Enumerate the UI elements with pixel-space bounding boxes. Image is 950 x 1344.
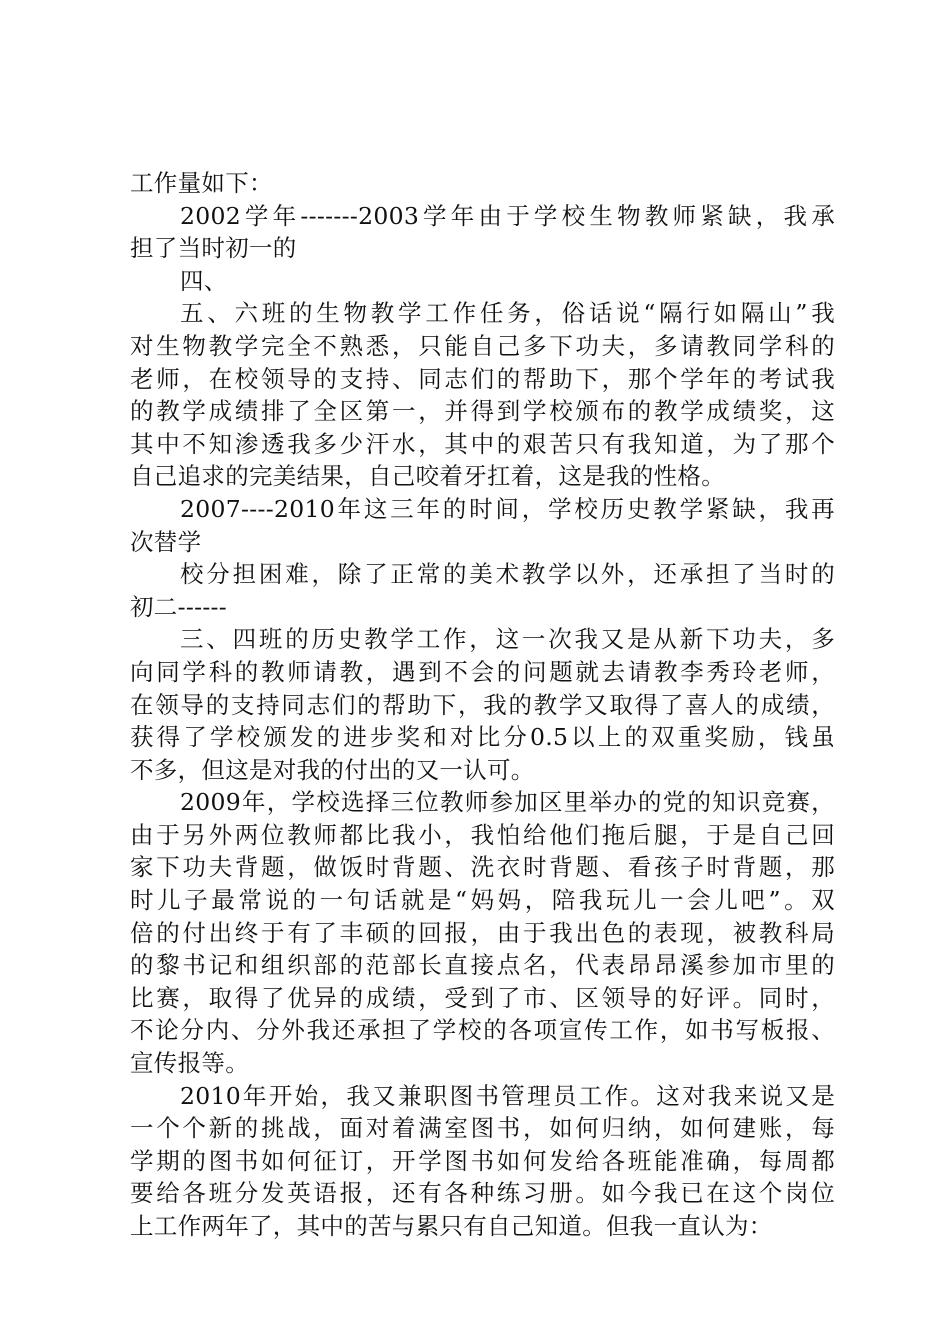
text-line: 上工作两年了，其中的苦与累只有自己知道。但我一直认为： bbox=[130, 1212, 773, 1240]
text-line: 向同学科的教师请教，遇到不会的问题就去请教李秀玲老师， bbox=[130, 657, 835, 686]
text-line: 在领导的支持同志们的帮助下，我的教学又取得了喜人的成绩， bbox=[130, 690, 835, 719]
text-line: 工作量如下： bbox=[130, 169, 273, 197]
text-line: 不论分内、分外我还承担了学校的各项宣传工作，如书写板报、 bbox=[130, 1016, 835, 1045]
text-line: 校分担困难，除了正常的美术教学以外，还承担了当时的 bbox=[180, 560, 835, 589]
text-line: 的教学成绩排了全区第一，并得到学校颁布的教学成绩奖，这 bbox=[130, 397, 835, 426]
text-line: 四、 bbox=[180, 266, 228, 295]
text-line: 担了当时初一的 bbox=[130, 234, 297, 263]
text-line: 要给各班分发英语报，还有各种练习册。如今我已在这个岗位 bbox=[130, 1179, 835, 1208]
text-line: 家下功夫背题，做饭时背题、洗衣时背题、看孩子时背题，那 bbox=[130, 853, 835, 882]
text-line: 2007----2010年这三年的时间，学校历史教学紧缺，我再 bbox=[180, 494, 835, 523]
text-line: 比赛，取得了优异的成绩，受到了市、区领导的好评。同时， bbox=[130, 983, 835, 1012]
text-line: 的黎书记和组织部的范部长直接点名，代表昂昂溪参加市里的 bbox=[130, 951, 835, 980]
text-line: 对生物教学完全不熟悉，只能自己多下功夫，多请教同学科的 bbox=[130, 331, 835, 360]
text-line: 由于另外两位教师都比我小，我怕给他们拖后腿，于是自己回 bbox=[130, 820, 835, 849]
text-line: 2002学年-------2003学年由于学校生物教师紧缺，我承 bbox=[180, 201, 835, 230]
text-line: 三、四班的历史教学工作，这一次我又是从新下功夫，多 bbox=[180, 625, 835, 654]
text-line: 宣传报等。 bbox=[130, 1049, 249, 1078]
text-line: 时儿子最常说的一句话就是“妈妈，陪我玩儿一会儿吧”。双 bbox=[130, 886, 835, 915]
text-line: 其中不知渗透我多少汗水，其中的艰苦只有我知道，为了那个 bbox=[130, 429, 835, 458]
text-line: 自己追求的完美结果，自己咬着牙扛着，这是我的性格。 bbox=[130, 462, 725, 491]
text-line: 2009年，学校选择三位教师参加区里举办的党的知识竞赛， bbox=[180, 788, 835, 817]
text-line: 老师，在校领导的支持、同志们的帮助下，那个学年的考试我 bbox=[130, 364, 835, 393]
text-line: 五、六班的生物教学工作任务，俗话说“隔行如隔山”我 bbox=[180, 299, 835, 328]
text-line: 一个个新的挑战，面对着满室图书，如何归纳，如何建账，每 bbox=[130, 1114, 835, 1143]
text-line: 次替学 bbox=[130, 527, 202, 556]
text-line: 不多，但这是对我的付出的又一认可。 bbox=[130, 755, 535, 784]
text-line: 倍的付出终于有了丰硕的回报，由于我出色的表现，被教科局 bbox=[130, 918, 835, 947]
text-line: 学期的图书如何征订，开学图书如何发给各班能准确，每周都 bbox=[130, 1146, 835, 1175]
document-body-text bbox=[130, 167, 835, 1243]
text-line: 初二------ bbox=[130, 592, 228, 621]
text-line: 获得了学校颁发的进步奖和对比分0.5以上的双重奖励，钱虽 bbox=[130, 723, 835, 752]
text-line: 2010年开始，我又兼职图书管理员工作。这对我来说又是 bbox=[180, 1081, 835, 1110]
